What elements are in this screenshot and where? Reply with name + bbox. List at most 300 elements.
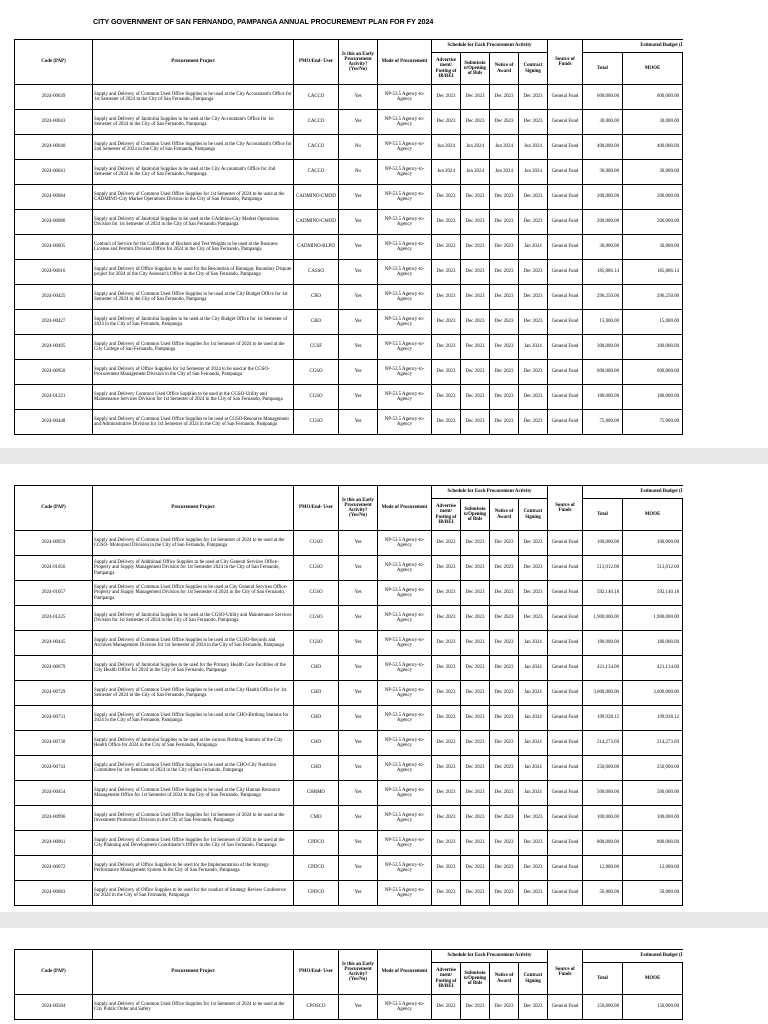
cell-source: General Fund: [548, 110, 583, 135]
cell-mooe: 592,140.18: [623, 581, 683, 606]
cell-project: Supply and Delivery of Janitorial Supplies to be used for the Primary Health Care Facilities of the City Health Office for 2024 in the City of San Fernando, Pampanga: [93, 656, 294, 681]
cell-advertisement: Dec 2023: [432, 310, 461, 335]
header-mooe: MOOE: [623, 499, 683, 531]
cell-mooe: 30,000.00: [623, 160, 683, 185]
cell-mode: NP-53.5 Agency-to-Agency: [378, 756, 432, 781]
cell-mode: NP-53.5 Agency-to-Agency: [378, 995, 432, 1020]
cell-contract: Jan 2024: [519, 631, 548, 656]
cell-contract: Jan 2024: [519, 235, 548, 260]
cell-advertisement: Dec 2023: [432, 606, 461, 631]
cell-mooe: 30,000.00: [623, 235, 683, 260]
cell-early: Yes: [339, 285, 378, 310]
header-submission: Submissio n/Opening of Bids: [461, 499, 490, 531]
cell-early: Yes: [339, 360, 378, 385]
cell-code: 2024-00040: [15, 135, 93, 160]
cell-submission: Dec 2023: [461, 581, 490, 606]
cell-notice: Dec 2023: [490, 235, 519, 260]
cell-mode: NP-53.5 Agency-to-Agency: [378, 160, 432, 185]
cell-total: 75,000.00: [583, 410, 623, 435]
header-contract: Contract Signing: [519, 53, 548, 85]
cell-code: 2024-00084: [15, 185, 93, 210]
cell-total: 30,000.00: [583, 110, 623, 135]
cell-advertisement: Dec 2023: [432, 756, 461, 781]
cell-early: Yes: [339, 781, 378, 806]
cell-project: Supply and Delivery of Janitorial Supplies to be used at the CAdmino-City Market Operations Division for 1st Semester of 2024 in the City of San Fernando, Pampanga: [93, 210, 294, 235]
cell-project: Supply and Delivery of Common Used Office Supplies to be used at CGSO-Resource Management and Administrative Division for 1st Semester of 2024 in the City of San Fernando, Pampanga: [93, 410, 294, 435]
table-row: [15, 310, 683, 335]
cell-source: General Fund: [548, 410, 583, 435]
header-advertisement: Advertise ment/ Posting of IB/REI: [432, 499, 461, 531]
header-code: Code (PAP): [15, 40, 93, 85]
cell-project: Supply and Delivery of Office Supplies to be used for the conduct of Strategy Review Conference for 2024 in the City of San Fernando, Pampanga: [93, 881, 294, 906]
cell-source: General Fund: [548, 210, 583, 235]
cell-total: 296,250.00: [583, 285, 623, 310]
cell-total: 100,000.00: [583, 806, 623, 831]
cell-mooe: 50,000.00: [623, 881, 683, 906]
cell-mode: NP-53.5 Agency-to-Agency: [378, 606, 432, 631]
cell-contract: Dec 2023: [519, 85, 548, 110]
cell-total: 214,273.69: [583, 731, 623, 756]
cell-contract: Jan 2024: [519, 781, 548, 806]
cell-early: Yes: [339, 731, 378, 756]
cell-submission: Dec 2023: [461, 210, 490, 235]
cell-source: General Fund: [548, 706, 583, 731]
cell-source: General Fund: [548, 85, 583, 110]
cell-project: Supply and Delivery of Common Used Office Supplies for 1st Semester of 2024 to be used at the City Public Order and Safety: [93, 995, 294, 1020]
header-pmo: PMO/End- User: [294, 40, 339, 85]
cell-code: 2024-00043: [15, 110, 93, 135]
cell-total: 12,000.00: [583, 856, 623, 881]
cell-mode: NP-53.5 Agency-to-Agency: [378, 310, 432, 335]
cell-project: Supply and Delivery of Common Used Office Supplies to be used at the CGSO-Records and Archives Management Division for 1st Semester of 2024 in the City of San Fernando, Pampanga: [93, 631, 294, 656]
cell-contract: Jun 2024: [519, 160, 548, 185]
cell-project: Supply and Delivery of Common Used Office Supplies to be used at the City Human Resource Management Office for 1st Semester of 2024 in the City of San Fernando, Pampanga: [93, 781, 294, 806]
cell-early: No: [339, 160, 378, 185]
cell-contract: Jan 2024: [519, 706, 548, 731]
cell-contract: Dec 2023: [519, 831, 548, 856]
cell-mooe: 3,000,000.00: [623, 681, 683, 706]
table-row: [15, 681, 683, 706]
cell-early: Yes: [339, 831, 378, 856]
cell-total: 600,000.00: [583, 85, 623, 110]
header-schedule: Schedule for Each Procurement Activity: [432, 950, 548, 963]
cell-mode: NP-53.5 Agency-to-Agency: [378, 556, 432, 581]
cell-total: 30,000.00: [583, 160, 623, 185]
cell-advertisement: Dec 2023: [432, 260, 461, 285]
cell-early: No: [339, 135, 378, 160]
cell-mode: NP-53.5 Agency-to-Agency: [378, 656, 432, 681]
header-estimated-budget: Estimated Budget (I: [583, 40, 683, 53]
cell-total: 150,000.00: [583, 995, 623, 1020]
cell-project: Supply and Delivery of Janitorial Supplies to be used at the City Accountant's Office for 1st Semester of 2024 in the City of San Fernando, Pampanga: [93, 110, 294, 135]
cell-early: Yes: [339, 606, 378, 631]
cell-project: Supply and Delivery of Common Used Office Supplies for 1st Semester of 2024 to be used at the Investment Promotion Division in the City of San Fernando, Pampanga: [93, 806, 294, 831]
cell-mode: NP-53.5 Agency-to-Agency: [378, 185, 432, 210]
table-row: [15, 110, 683, 135]
cell-total: 200,000.00: [583, 210, 623, 235]
cell-notice: Dec 2023: [490, 360, 519, 385]
cell-early: Yes: [339, 260, 378, 285]
cell-advertisement: Dec 2023: [432, 531, 461, 556]
cell-pmo: CGSO: [294, 631, 339, 656]
cell-pmo: CGSO: [294, 581, 339, 606]
header-mooe: MOOE: [623, 53, 683, 85]
cell-submission: Jun 2024: [461, 135, 490, 160]
cell-code: 2024-00996: [15, 806, 93, 831]
cell-code: 2024-00061: [15, 831, 93, 856]
cell-mode: NP-53.5 Agency-to-Agency: [378, 360, 432, 385]
cell-mooe: 200,000.00: [623, 185, 683, 210]
cell-mooe: 214,273.69: [623, 731, 683, 756]
cell-pmo: CADMINO-BLPD: [294, 235, 339, 260]
cell-mooe: 300,000.00: [623, 335, 683, 360]
header-mode: Mode of Procurement: [378, 950, 432, 995]
procurement-table-page-3: [14, 949, 683, 1020]
cell-code: 2024-00425: [15, 285, 93, 310]
cell-code: 2024-00605: [15, 235, 93, 260]
table-row: [15, 856, 683, 881]
cell-early: Yes: [339, 310, 378, 335]
cell-pmo: CADMINO-CMOD: [294, 210, 339, 235]
header-project: Procurement Project: [93, 950, 294, 995]
cell-mode: NP-53.5 Agency-to-Agency: [378, 135, 432, 160]
header-source: Source of Funds: [548, 40, 583, 85]
table-row: [15, 606, 683, 631]
cell-mode: NP-53.5 Agency-to-Agency: [378, 410, 432, 435]
cell-code: 2024-01057: [15, 581, 93, 606]
cell-code: 2024-00427: [15, 310, 93, 335]
table-row: [15, 881, 683, 906]
table-row: [15, 731, 683, 756]
cell-advertisement: Dec 2023: [432, 360, 461, 385]
cell-mooe: 421,134.00: [623, 656, 683, 681]
cell-notice: Dec 2023: [490, 631, 519, 656]
cell-mooe: 513,012.00: [623, 556, 683, 581]
cell-code: 2024-00495: [15, 335, 93, 360]
cell-project: Supply and Delivery of Janitorial Supplies to be used at the various Birthing Stations of the City Health Office for 2024 in the City of San Fernando, Pampanga: [93, 731, 294, 756]
header-notice: Notice of Award: [490, 53, 519, 85]
cell-pmo: CPDCO: [294, 881, 339, 906]
cell-code: 2024-00039: [15, 85, 93, 110]
cell-source: General Fund: [548, 681, 583, 706]
cell-notice: Dec 2023: [490, 881, 519, 906]
cell-total: 300,000.00: [583, 335, 623, 360]
cell-pmo: CHO: [294, 731, 339, 756]
cell-code: 2024-00041: [15, 160, 93, 185]
cell-notice: Dec 2023: [490, 85, 519, 110]
cell-mooe: 100,000.00: [623, 806, 683, 831]
cell-total: 600,000.00: [583, 360, 623, 385]
cell-contract: Jan 2024: [519, 335, 548, 360]
table-row: [15, 706, 683, 731]
cell-total: 3,000,000.00: [583, 681, 623, 706]
cell-code: 2024-01056: [15, 556, 93, 581]
header-contract: Contract Signing: [519, 499, 548, 531]
cell-pmo: CACCO: [294, 110, 339, 135]
cell-code: 2024-00454: [15, 781, 93, 806]
cell-early: Yes: [339, 410, 378, 435]
cell-pmo: CGSO: [294, 385, 339, 410]
cell-mode: NP-53.5 Agency-to-Agency: [378, 110, 432, 135]
cell-total: 500,000.00: [583, 781, 623, 806]
table-row: [15, 806, 683, 831]
table-row: [15, 85, 683, 110]
cell-advertisement: Dec 2023: [432, 881, 461, 906]
cell-total: 30,000.00: [583, 235, 623, 260]
cell-mooe: 800,000.00: [623, 831, 683, 856]
cell-total: 400,000.00: [583, 135, 623, 160]
cell-project: Supply and Delivery of Common Used Office Supplies to be used at the City Budget Office for 1st Semester of 2024 in the City of San Fernando, Pampanga: [93, 285, 294, 310]
cell-submission: Dec 2023: [461, 285, 490, 310]
cell-notice: Dec 2023: [490, 731, 519, 756]
cell-source: General Fund: [548, 731, 583, 756]
table-row: [15, 235, 683, 260]
header-early-procurement: Is this an Early Procurement Activity? (Yes/No): [339, 950, 378, 995]
header-total: Total: [583, 499, 623, 531]
cell-notice: Dec 2023: [490, 210, 519, 235]
cell-total: 1,900,000.00: [583, 606, 623, 631]
cell-contract: Dec 2023: [519, 606, 548, 631]
cell-contract: Dec 2023: [519, 881, 548, 906]
cell-submission: Dec 2023: [461, 556, 490, 581]
cell-advertisement: Dec 2023: [432, 806, 461, 831]
cell-submission: Dec 2023: [461, 756, 490, 781]
cell-project: Supply and Delivery of Office Supplies for 1st Semester of 2024 to be used at the CGSO-Procurement Management Division in the City of San Fernando, Pampanga: [93, 360, 294, 385]
cell-pmo: CHO: [294, 706, 339, 731]
cell-advertisement: Dec 2023: [432, 385, 461, 410]
cell-early: Yes: [339, 531, 378, 556]
cell-submission: Dec 2023: [461, 185, 490, 210]
cell-submission: Dec 2023: [461, 110, 490, 135]
cell-pmo: CHO: [294, 681, 339, 706]
cell-code: 2024-00448: [15, 410, 93, 435]
cell-code: 2024-00679: [15, 656, 93, 681]
cell-advertisement: Dec 2023: [432, 85, 461, 110]
cell-total: 592,140.18: [583, 581, 623, 606]
cell-total: 250,000.00: [583, 756, 623, 781]
cell-code: 2024-00950: [15, 360, 93, 385]
cell-mode: NP-53.5 Agency-to-Agency: [378, 631, 432, 656]
cell-source: General Fund: [548, 260, 583, 285]
cell-submission: Dec 2023: [461, 881, 490, 906]
table-row: [15, 556, 683, 581]
header-schedule: Schedule for Each Procurement Activity: [432, 486, 548, 499]
cell-mooe: 15,000.00: [623, 310, 683, 335]
cell-code: 2024-00086: [15, 210, 93, 235]
header-mooe: MOOE: [623, 963, 683, 995]
cell-mode: NP-53.5 Agency-to-Agency: [378, 731, 432, 756]
cell-notice: Dec 2023: [490, 756, 519, 781]
cell-early: Yes: [339, 706, 378, 731]
cell-total: 180,000.00: [583, 631, 623, 656]
cell-pmo: CBO: [294, 310, 339, 335]
table-row: [15, 260, 683, 285]
cell-source: General Fund: [548, 556, 583, 581]
cell-contract: Dec 2023: [519, 260, 548, 285]
cell-notice: Jun 2024: [490, 160, 519, 185]
cell-early: Yes: [339, 556, 378, 581]
cell-contract: Dec 2023: [519, 385, 548, 410]
procurement-table-page-2: [14, 485, 683, 906]
cell-code: 2024-00959: [15, 531, 93, 556]
cell-project: Supply and Delivery of Janitorial Supplies to be used at the City Budget Office for 1st Semester of 2024 in the City of San Fernando, Pampanga: [93, 310, 294, 335]
cell-pmo: CGSO: [294, 606, 339, 631]
cell-notice: Dec 2023: [490, 285, 519, 310]
cell-contract: Dec 2023: [519, 806, 548, 831]
table-row: [15, 531, 683, 556]
cell-project: Supply and Delivery of Additional Office Supplies to be used at City General Services Office-Property and Supply Management Division for 1st Semester 2024 in the City of San Fernando, Pampanga: [93, 556, 294, 581]
cell-pmo: CACCO: [294, 135, 339, 160]
cell-total: 199,928.12: [583, 706, 623, 731]
cell-source: General Fund: [548, 135, 583, 160]
cell-pmo: CCSF: [294, 335, 339, 360]
table-row: [15, 631, 683, 656]
header-project: Procurement Project: [93, 486, 294, 531]
cell-project: Contract of Service for the Calibration of Buckets and Test Weights to be used at the Business License and Permits Division Office for 2024 in the City of San Fernando, Pampanga: [93, 235, 294, 260]
document-page-3: [0, 928, 768, 1024]
cell-contract: Jan 2024: [519, 756, 548, 781]
cell-submission: Dec 2023: [461, 781, 490, 806]
cell-submission: Dec 2023: [461, 235, 490, 260]
header-estimated-budget: Estimated Budget (I: [583, 950, 683, 963]
cell-total: 513,012.00: [583, 556, 623, 581]
table-row: [15, 185, 683, 210]
cell-notice: Dec 2023: [490, 606, 519, 631]
header-total: Total: [583, 963, 623, 995]
cell-project: Supply and Delivery of Office Supplies to be used for the Resolution of Barangay Boundary Dispute project for 2024 of the City Assessor's Office in the City of San Fernando, Pampanga: [93, 260, 294, 285]
document-page-2: [0, 464, 768, 912]
cell-project: Supply and Delivery of Common Used Office Supplies for 1st Semester of 2024 to be used at the City College of San Fernando, Pampanga: [93, 335, 294, 360]
cell-contract: Dec 2023: [519, 210, 548, 235]
cell-project: Supply and Delivery of Common Used Office Supplies to be used at the CHO-Birthing Stations for 2024 in the City of San Fernando, Pampanga: [93, 706, 294, 731]
cell-source: General Fund: [548, 360, 583, 385]
cell-source: General Fund: [548, 656, 583, 681]
cell-project: Supply and Delivery of Common Used Office Supplies for 1st Semester of 2024 to be used at the CGSO- Motorpool Division in the City of San Fernando, Pampanga: [93, 531, 294, 556]
cell-mooe: 500,000.00: [623, 781, 683, 806]
cell-advertisement: Dec 2023: [432, 335, 461, 360]
cell-submission: Dec 2023: [461, 995, 490, 1020]
cell-notice: Dec 2023: [490, 556, 519, 581]
cell-mode: NP-53.5 Agency-to-Agency: [378, 581, 432, 606]
cell-advertisement: Dec 2023: [432, 995, 461, 1020]
cell-pmo: CACCO: [294, 160, 339, 185]
cell-code: 2024-00584: [15, 995, 93, 1020]
table-row: [15, 160, 683, 185]
cell-project: Supply and Delivery of Common Used Office Supplies to be used at the City Health Office for 1st Semester of 2024 in the City of San Fernando, Pampanga: [93, 681, 294, 706]
cell-code: 2024-00083: [15, 881, 93, 906]
cell-total: 100,000.00: [583, 531, 623, 556]
cell-pmo: CPDCO: [294, 856, 339, 881]
cell-code: 2024-00016: [15, 260, 93, 285]
table-row: [15, 995, 683, 1020]
cell-advertisement: Dec 2023: [432, 731, 461, 756]
header-mode: Mode of Procurement: [378, 40, 432, 85]
cell-code: 2024-00072: [15, 856, 93, 881]
header-submission: Submissio n/Opening of Bids: [461, 963, 490, 995]
cell-code: 2024-00731: [15, 706, 93, 731]
cell-mooe: 250,000.00: [623, 756, 683, 781]
cell-early: Yes: [339, 335, 378, 360]
table-row: [15, 410, 683, 435]
header-advertisement: Advertise ment/ Posting of IB/REI: [432, 53, 461, 85]
cell-advertisement: Dec 2023: [432, 285, 461, 310]
header-notice: Notice of Award: [490, 963, 519, 995]
cell-contract: Jun 2024: [519, 135, 548, 160]
cell-source: General Fund: [548, 995, 583, 1020]
cell-pmo: CGSO: [294, 531, 339, 556]
cell-pmo: CBO: [294, 285, 339, 310]
cell-submission: Dec 2023: [461, 731, 490, 756]
cell-mooe: 199,928.12: [623, 706, 683, 731]
header-code: Code (PAP): [15, 486, 93, 531]
cell-mooe: 12,000.00: [623, 856, 683, 881]
cell-submission: Dec 2023: [461, 631, 490, 656]
procurement-table-page-1: [14, 39, 683, 435]
table-row: [15, 210, 683, 235]
table-row: [15, 135, 683, 160]
cell-notice: Dec 2023: [490, 681, 519, 706]
cell-advertisement: Dec 2023: [432, 631, 461, 656]
cell-mooe: 100,000.00: [623, 531, 683, 556]
cell-contract: Dec 2023: [519, 360, 548, 385]
header-pmo: PMO/End- User: [294, 950, 339, 995]
header-submission: Submissio n/Opening of Bids: [461, 53, 490, 85]
cell-code: 2024-01221: [15, 385, 93, 410]
cell-pmo: CHO: [294, 756, 339, 781]
header-total: Total: [583, 53, 623, 85]
header-source: Source of Funds: [548, 950, 583, 995]
cell-mooe: 200,000.00: [623, 210, 683, 235]
cell-source: General Fund: [548, 756, 583, 781]
cell-advertisement: Jun 2024: [432, 160, 461, 185]
cell-submission: Dec 2023: [461, 335, 490, 360]
cell-early: Yes: [339, 995, 378, 1020]
cell-project: Supply and Delivery of Common Used Office Supplies to be used at the CHO-City Nutrition Committee for 1st Semester of 2024 in the City of San Fernando, Pampanga: [93, 756, 294, 781]
cell-total: 185,886.14: [583, 260, 623, 285]
cell-mooe: 75,000.00: [623, 410, 683, 435]
cell-project: Supply and Delivery Common Used Office Supplies to be used at the CGSO-Utility and Maintenance Services Division for 1st Semester of 2024 in the City of San Fernando, Pampanga: [93, 385, 294, 410]
cell-project: Supply and Delivery of Janitorial Supplies to be used at the CGSO-Utility and Maintenance Services Division for 1st Semester of 2024 in the City of San Fernando, Pampanga: [93, 606, 294, 631]
cell-advertisement: Dec 2023: [432, 706, 461, 731]
cell-project: Supply and Delivery of Common Used Office Supplies for 1st Semester of 2024 to be used at the City Planning and Development Coordinator's Office in the City of San Fernando, Pampanga: [93, 831, 294, 856]
cell-early: Yes: [339, 581, 378, 606]
cell-submission: Dec 2023: [461, 410, 490, 435]
cell-source: General Fund: [548, 235, 583, 260]
cell-contract: Dec 2023: [519, 310, 548, 335]
cell-source: General Fund: [548, 581, 583, 606]
cell-submission: Dec 2023: [461, 310, 490, 335]
cell-contract: Jan 2024: [519, 731, 548, 756]
table-row: [15, 656, 683, 681]
cell-notice: Dec 2023: [490, 831, 519, 856]
cell-mode: NP-53.5 Agency-to-Agency: [378, 285, 432, 310]
cell-mooe: 30,000.00: [623, 110, 683, 135]
cell-notice: Dec 2023: [490, 531, 519, 556]
cell-source: General Fund: [548, 335, 583, 360]
cell-mode: NP-53.5 Agency-to-Agency: [378, 831, 432, 856]
cell-total: 15,000.00: [583, 310, 623, 335]
cell-submission: Dec 2023: [461, 260, 490, 285]
cell-mooe: 296,250.00: [623, 285, 683, 310]
cell-mode: NP-53.5 Agency-to-Agency: [378, 210, 432, 235]
table-row: [15, 756, 683, 781]
cell-source: General Fund: [548, 806, 583, 831]
cell-advertisement: Dec 2023: [432, 410, 461, 435]
cell-source: General Fund: [548, 631, 583, 656]
cell-mode: NP-53.5 Agency-to-Agency: [378, 806, 432, 831]
cell-source: General Fund: [548, 606, 583, 631]
document-page-1: [0, 0, 768, 448]
